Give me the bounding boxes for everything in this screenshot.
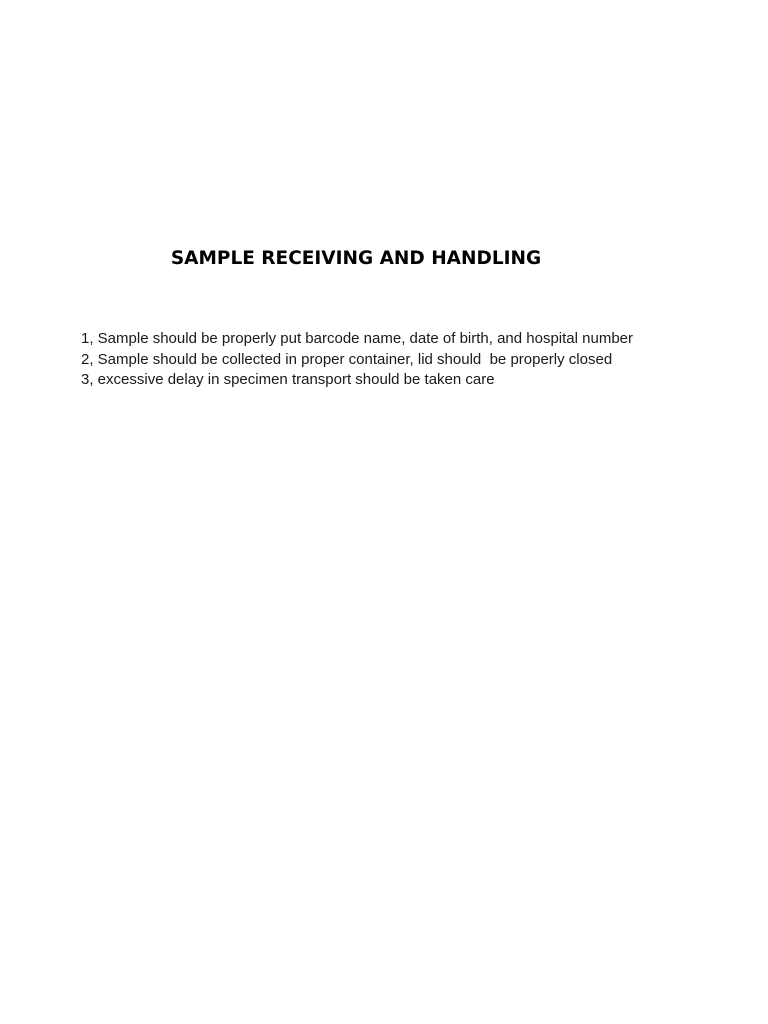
instruction-list (81, 329, 633, 391)
document-title: SAMPLE RECEIVING AND HANDLING (170, 248, 542, 269)
instruction-line-2: 2, Sample should be collected in proper container, lid should be properly closed (81, 350, 613, 368)
instruction-line-1: 1, Sample should be properly put barcode name, date of birth, and hospital number (81, 330, 634, 347)
instruction-line-3: 3, excessive delay in specimen transport should be taken care (81, 371, 495, 388)
